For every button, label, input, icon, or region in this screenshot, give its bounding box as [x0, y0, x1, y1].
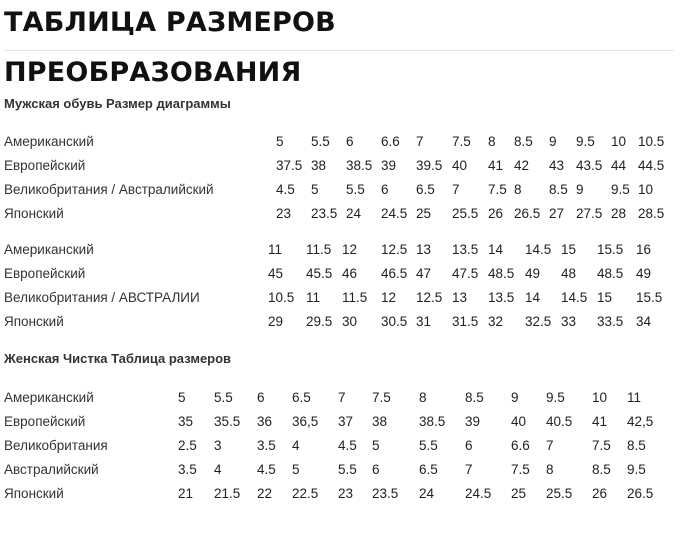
- table-row: [0, 484, 695, 504]
- size-cell: 47: [416, 266, 432, 281]
- size-cell: 12: [381, 290, 397, 305]
- size-cell: 4.5: [276, 182, 295, 197]
- size-cell: 41: [592, 414, 608, 429]
- table-row: [0, 288, 695, 308]
- size-cell: 48.5: [488, 266, 515, 281]
- size-cell: 5: [372, 438, 380, 453]
- size-cell: 42: [514, 158, 530, 173]
- size-cell: 10: [592, 390, 608, 405]
- size-cell: 38.5: [346, 158, 373, 173]
- row-label: Великобритания / АВСТРАЛИИ: [4, 290, 200, 305]
- size-cell: 33.5: [597, 314, 624, 329]
- size-cell: 7: [338, 390, 346, 405]
- size-cell: 7.5: [452, 134, 471, 149]
- row-label: Американский: [4, 390, 94, 405]
- size-cell: 9.5: [576, 134, 595, 149]
- size-cell: 45: [268, 266, 284, 281]
- size-cell: 26: [488, 206, 504, 221]
- row-label: Европейский: [4, 266, 86, 281]
- size-cell: 15.5: [597, 242, 624, 257]
- size-cell: 9.5: [546, 390, 565, 405]
- size-cell: 36,5: [292, 414, 319, 429]
- size-cell: 49: [525, 266, 541, 281]
- table-row: [0, 156, 695, 176]
- size-cell: 38.5: [419, 414, 446, 429]
- size-cell: 25: [511, 486, 527, 501]
- size-cell: 5: [276, 134, 284, 149]
- size-cell: 38: [311, 158, 327, 173]
- size-cell: 15.5: [636, 290, 663, 305]
- size-cell: 9: [549, 134, 557, 149]
- size-cell: 7: [465, 462, 473, 477]
- size-cell: 25: [416, 206, 432, 221]
- row-label: Европейский: [4, 414, 86, 429]
- size-cell: 24: [346, 206, 362, 221]
- size-cell: 7: [452, 182, 460, 197]
- size-cell: 36: [257, 414, 273, 429]
- size-cell: 37.5: [276, 158, 303, 173]
- size-cell: 30: [342, 314, 358, 329]
- size-cell: 8.5: [549, 182, 568, 197]
- size-cell: 24.5: [465, 486, 492, 501]
- size-cell: 7: [546, 438, 554, 453]
- size-cell: 11.5: [306, 242, 332, 257]
- size-cell: 10.5: [638, 134, 665, 149]
- size-cell: 9: [511, 390, 519, 405]
- size-cell: 15: [597, 290, 613, 305]
- size-cell: 45.5: [306, 266, 333, 281]
- size-cell: 43: [549, 158, 565, 173]
- size-cell: 30.5: [381, 314, 408, 329]
- size-cell: 5.5: [311, 134, 330, 149]
- row-label: Великобритания: [4, 438, 108, 453]
- table-row: [0, 460, 695, 480]
- row-label: Японский: [4, 206, 64, 221]
- size-cell: 7: [416, 134, 424, 149]
- size-cell: 35: [178, 414, 194, 429]
- size-cell: 44: [611, 158, 627, 173]
- size-cell: 8.5: [627, 438, 646, 453]
- size-cell: 41: [488, 158, 504, 173]
- size-cell: 8.5: [592, 462, 611, 477]
- size-cell: 40: [511, 414, 527, 429]
- size-cell: 48: [561, 266, 577, 281]
- size-cell: 26.5: [514, 206, 541, 221]
- table-row: [0, 388, 695, 408]
- size-cell: 11: [627, 390, 642, 405]
- size-cell: 14: [488, 242, 504, 257]
- size-cell: 25.5: [452, 206, 479, 221]
- size-cell: 46: [342, 266, 358, 281]
- size-cell: 13: [452, 290, 468, 305]
- size-cell: 5.5: [338, 462, 357, 477]
- size-cell: 31.5: [452, 314, 479, 329]
- size-cell: 4: [292, 438, 300, 453]
- size-cell: 6.5: [416, 182, 435, 197]
- men-size-chart-heading: Мужская обувь Размер диаграммы: [4, 96, 231, 111]
- size-cell: 24.5: [381, 206, 408, 221]
- size-cell: 27: [549, 206, 565, 221]
- size-cell: 11.5: [342, 290, 368, 305]
- size-cell: 23: [338, 486, 354, 501]
- size-cell: 32.5: [525, 314, 552, 329]
- size-cell: 3.5: [257, 438, 276, 453]
- size-cell: 5: [178, 390, 186, 405]
- size-cell: 39: [381, 158, 397, 173]
- size-cell: 4.5: [338, 438, 357, 453]
- size-cell: 40.5: [546, 414, 573, 429]
- size-cell: 31: [416, 314, 432, 329]
- size-cell: 42,5: [627, 414, 654, 429]
- size-cell: 34: [636, 314, 652, 329]
- size-cell: 13.5: [452, 242, 479, 257]
- size-cell: 6: [381, 182, 389, 197]
- size-cell: 8: [488, 134, 496, 149]
- size-cell: 38: [372, 414, 388, 429]
- size-cell: 8: [514, 182, 522, 197]
- row-label: Японский: [4, 486, 64, 501]
- size-cell: 23.5: [372, 486, 399, 501]
- size-cell: 2.5: [178, 438, 197, 453]
- size-cell: 37: [338, 414, 354, 429]
- size-cell: 11: [306, 290, 321, 305]
- row-label: Великобритания / Австралийский: [4, 182, 214, 197]
- row-label: Австралийский: [4, 462, 99, 477]
- size-cell: 6.6: [381, 134, 400, 149]
- size-cell: 23.5: [311, 206, 338, 221]
- size-cell: 21: [178, 486, 194, 501]
- size-cell: 5: [311, 182, 319, 197]
- size-cell: 16: [636, 242, 652, 257]
- size-cell: 29: [268, 314, 284, 329]
- size-cell: 47.5: [452, 266, 479, 281]
- size-cell: 8.5: [465, 390, 484, 405]
- title-divider: [4, 50, 674, 51]
- size-cell: 6.6: [511, 438, 530, 453]
- row-label: Европейский: [4, 158, 86, 173]
- row-label: Американский: [4, 242, 94, 257]
- size-cell: 22: [257, 486, 273, 501]
- size-cell: 10: [611, 134, 627, 149]
- table-row: [0, 412, 695, 432]
- row-label: Американский: [4, 134, 94, 149]
- size-cell: 23: [276, 206, 292, 221]
- size-cell: 29.5: [306, 314, 333, 329]
- size-cell: 3: [214, 438, 222, 453]
- table-row: [0, 312, 695, 332]
- size-cell: 3.5: [178, 462, 197, 477]
- size-cell: 46.5: [381, 266, 408, 281]
- size-cell: 5.5: [346, 182, 365, 197]
- size-cell: 49: [636, 266, 652, 281]
- size-cell: 13: [416, 242, 432, 257]
- size-cell: 4: [214, 462, 222, 477]
- size-cell: 10: [638, 182, 654, 197]
- size-cell: 7.5: [511, 462, 530, 477]
- size-cell: 6: [257, 390, 265, 405]
- size-cell: 6: [465, 438, 473, 453]
- size-cell: 6.5: [292, 390, 311, 405]
- size-cell: 10.5: [268, 290, 295, 305]
- size-cell: 5: [292, 462, 300, 477]
- size-cell: 8: [419, 390, 427, 405]
- table-row: [0, 240, 695, 260]
- women-size-chart-heading: Женская Чистка Таблица размеров: [4, 351, 232, 366]
- size-cell: 7.5: [372, 390, 391, 405]
- size-cell: 12: [342, 242, 358, 257]
- size-cell: 14: [525, 290, 541, 305]
- size-cell: 8: [546, 462, 554, 477]
- size-cell: 40: [452, 158, 468, 173]
- table-row: [0, 180, 695, 200]
- table-row: [0, 436, 695, 456]
- size-cell: 5.5: [214, 390, 233, 405]
- page-title-line-1: ТАБЛИЦА РАЗМЕРОВ: [4, 7, 336, 38]
- size-cell: 43.5: [576, 158, 603, 173]
- table-row: [0, 132, 695, 152]
- size-cell: 9.5: [611, 182, 630, 197]
- size-cell: 4.5: [257, 462, 276, 477]
- size-cell: 44.5: [638, 158, 665, 173]
- size-cell: 9: [576, 182, 584, 197]
- size-cell: 7.5: [592, 438, 611, 453]
- row-label: Японский: [4, 314, 64, 329]
- size-cell: 48.5: [597, 266, 624, 281]
- size-cell: 11: [268, 242, 283, 257]
- size-cell: 6: [346, 134, 354, 149]
- size-cell: 28.5: [638, 206, 665, 221]
- size-cell: 26: [592, 486, 608, 501]
- size-cell: 24: [419, 486, 435, 501]
- size-cell: 39.5: [416, 158, 443, 173]
- size-cell: 26.5: [627, 486, 654, 501]
- size-cell: 6: [372, 462, 380, 477]
- size-cell: 8.5: [514, 134, 533, 149]
- table-row: [0, 264, 695, 284]
- size-cell: 6.5: [419, 462, 438, 477]
- size-cell: 12.5: [381, 242, 408, 257]
- size-cell: 28: [611, 206, 627, 221]
- size-cell: 5.5: [419, 438, 438, 453]
- size-cell: 39: [465, 414, 481, 429]
- size-cell: 35.5: [214, 414, 241, 429]
- table-row: [0, 204, 695, 224]
- size-cell: 13.5: [488, 290, 515, 305]
- size-cell: 14.5: [561, 290, 588, 305]
- page-title-line-2: ПРЕОБРАЗОВАНИЯ: [4, 57, 302, 88]
- size-cell: 12.5: [416, 290, 443, 305]
- size-cell: 32: [488, 314, 504, 329]
- size-cell: 14.5: [525, 242, 552, 257]
- size-cell: 25.5: [546, 486, 573, 501]
- size-cell: 33: [561, 314, 577, 329]
- size-cell: 22.5: [292, 486, 319, 501]
- size-cell: 27.5: [576, 206, 603, 221]
- size-cell: 15: [561, 242, 577, 257]
- size-cell: 7.5: [488, 182, 507, 197]
- size-cell: 9.5: [627, 462, 646, 477]
- size-cell: 21.5: [214, 486, 241, 501]
